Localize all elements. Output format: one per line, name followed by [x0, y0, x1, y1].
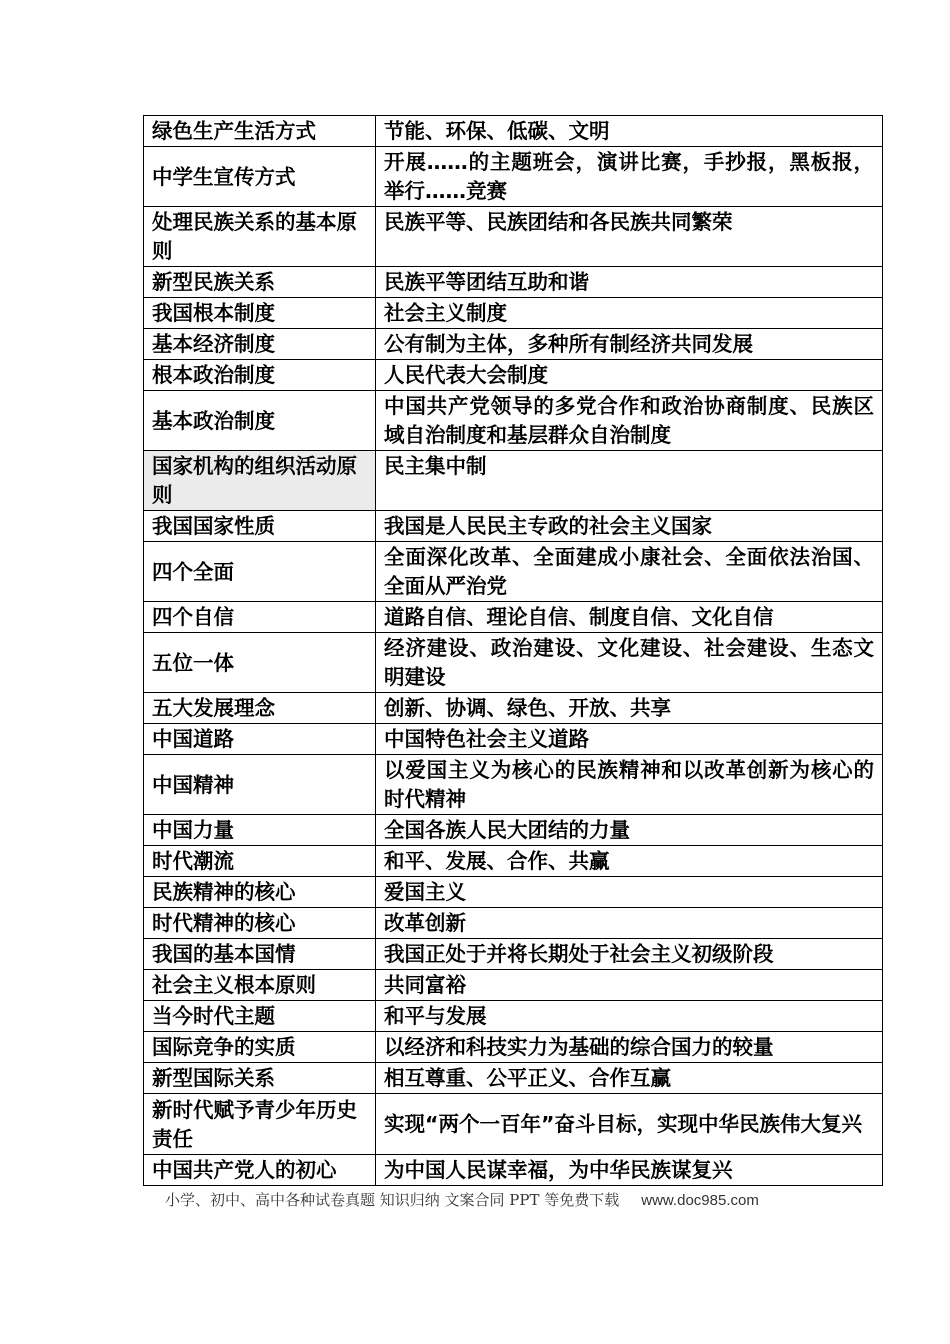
term-cell: 五位一体 [144, 633, 376, 693]
table-row [144, 360, 883, 391]
definition-cell: 实现“两个一百年”奋斗目标，实现中华民族伟大复兴 [376, 1094, 883, 1155]
table-row [144, 939, 883, 970]
term-cell: 我国根本制度 [144, 298, 376, 329]
table-row [144, 815, 883, 846]
table-row [144, 207, 883, 267]
term-cell: 新时代赋予青少年历史责任 [144, 1094, 376, 1155]
definition-cell: 道路自信、理论自信、制度自信、文化自信 [376, 602, 883, 633]
term-cell: 根本政治制度 [144, 360, 376, 391]
footer-text: 小学、初中、高中各种试卷真题 知识归纳 文案合同 PPT 等免费下载 [165, 1191, 620, 1209]
definition-cell: 全面深化改革、全面建成小康社会、全面依法治国、全面从严治党 [376, 542, 883, 602]
term-cell: 中国共产党人的初心 [144, 1155, 376, 1186]
definition-cell: 改革创新 [376, 908, 883, 939]
definition-cell: 民主集中制 [376, 451, 883, 511]
term-cell: 新型国际关系 [144, 1063, 376, 1094]
table-row [144, 846, 883, 877]
definition-cell: 中国共产党领导的多党合作和政治协商制度、民族区域自治制度和基层群众自治制度 [376, 391, 883, 451]
definition-cell: 爱国主义 [376, 877, 883, 908]
definition-cell: 全国各族人民大团结的力量 [376, 815, 883, 846]
table-row [144, 451, 883, 511]
definition-cell: 相互尊重、公平正义、合作互赢 [376, 1063, 883, 1094]
term-cell: 四个全面 [144, 542, 376, 602]
table-row [144, 1155, 883, 1186]
table-row [144, 329, 883, 360]
term-cell: 中国精神 [144, 755, 376, 815]
table-row [144, 1032, 883, 1063]
definition-cell: 我国正处于并将长期处于社会主义初级阶段 [376, 939, 883, 970]
term-cell: 基本经济制度 [144, 329, 376, 360]
footer-url: www.doc985.com [641, 1192, 759, 1209]
table-row [144, 724, 883, 755]
table-row [144, 267, 883, 298]
term-cell: 中国力量 [144, 815, 376, 846]
term-cell: 国家机构的组织活动原则 [144, 451, 376, 511]
terms-table [143, 115, 883, 1186]
definition-cell: 开展……的主题班会，演讲比赛，手抄报，黑板报，举行……竞赛 [376, 147, 883, 207]
term-cell: 绿色生产生活方式 [144, 116, 376, 147]
table-row [144, 511, 883, 542]
table-row [144, 908, 883, 939]
term-cell: 中国道路 [144, 724, 376, 755]
definition-cell: 和平、发展、合作、共赢 [376, 846, 883, 877]
term-cell: 时代潮流 [144, 846, 376, 877]
term-cell: 社会主义根本原则 [144, 970, 376, 1001]
definition-cell: 民族平等、民族团结和各民族共同繁荣 [376, 207, 883, 267]
table-row [144, 391, 883, 451]
table-row [144, 1063, 883, 1094]
definition-cell: 共同富裕 [376, 970, 883, 1001]
page-footer [165, 1189, 759, 1210]
definition-cell: 以经济和科技实力为基础的综合国力的较量 [376, 1032, 883, 1063]
definition-cell: 社会主义制度 [376, 298, 883, 329]
definition-cell: 民族平等团结互助和谐 [376, 267, 883, 298]
definition-cell: 我国是人民民主专政的社会主义国家 [376, 511, 883, 542]
table-row [144, 542, 883, 602]
table-row [144, 298, 883, 329]
definition-cell: 经济建设、政治建设、文化建设、社会建设、生态文明建设 [376, 633, 883, 693]
table-row [144, 877, 883, 908]
table-row [144, 755, 883, 815]
table-row [144, 970, 883, 1001]
definition-cell: 为中国人民谋幸福，为中华民族谋复兴 [376, 1155, 883, 1186]
term-cell: 我国国家性质 [144, 511, 376, 542]
table-row [144, 633, 883, 693]
table-row [144, 116, 883, 147]
term-cell: 四个自信 [144, 602, 376, 633]
term-cell: 时代精神的核心 [144, 908, 376, 939]
definition-cell: 人民代表大会制度 [376, 360, 883, 391]
definition-cell: 公有制为主体，多种所有制经济共同发展 [376, 329, 883, 360]
term-cell: 五大发展理念 [144, 693, 376, 724]
table-row [144, 602, 883, 633]
term-cell: 新型民族关系 [144, 267, 376, 298]
table-row [144, 1001, 883, 1032]
term-cell: 基本政治制度 [144, 391, 376, 451]
definition-cell: 以爱国主义为核心的民族精神和以改革创新为核心的时代精神 [376, 755, 883, 815]
definition-cell: 节能、环保、低碳、文明 [376, 116, 883, 147]
definition-cell: 创新、协调、绿色、开放、共享 [376, 693, 883, 724]
term-cell: 中学生宣传方式 [144, 147, 376, 207]
table-row [144, 1094, 883, 1155]
term-cell: 民族精神的核心 [144, 877, 376, 908]
term-cell: 处理民族关系的基本原则 [144, 207, 376, 267]
table-row [144, 693, 883, 724]
term-cell: 当今时代主题 [144, 1001, 376, 1032]
term-cell: 国际竞争的实质 [144, 1032, 376, 1063]
definition-cell: 中国特色社会主义道路 [376, 724, 883, 755]
definition-cell: 和平与发展 [376, 1001, 883, 1032]
table-row [144, 147, 883, 207]
term-cell: 我国的基本国情 [144, 939, 376, 970]
